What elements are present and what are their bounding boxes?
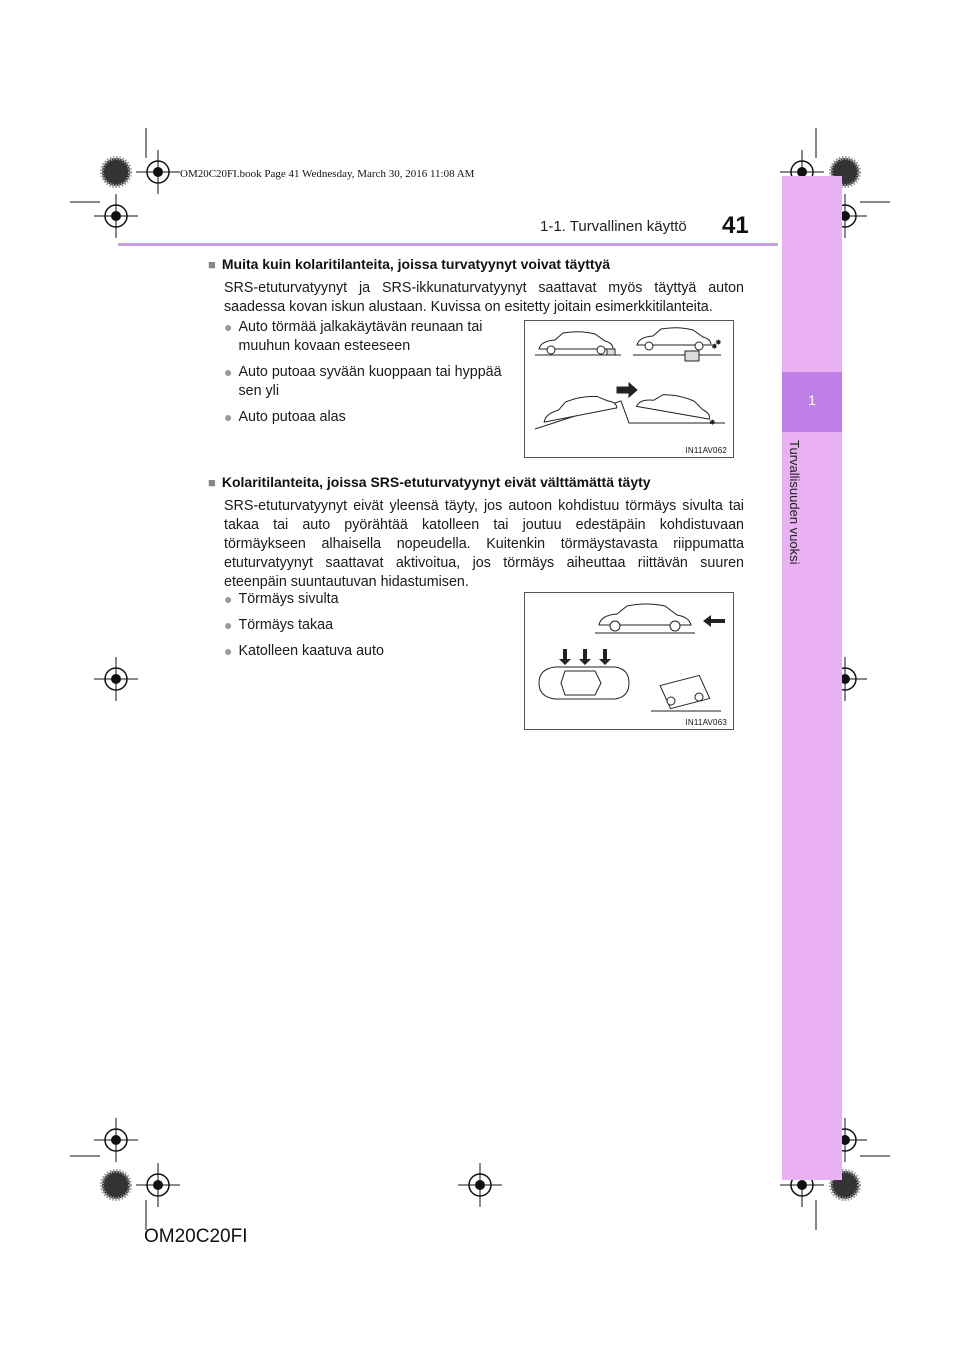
section1-heading xyxy=(208,256,748,273)
section-title: 1-1. Turvallinen käyttö xyxy=(540,218,687,235)
chapter-number: 1 xyxy=(808,392,816,408)
file-banner: OM20C20FI.book Page 41 Wednesday, March 30, 2016 11:08 AM xyxy=(180,168,475,180)
square-bullet-icon: ■ xyxy=(208,475,216,490)
circle-bullet-icon: ● xyxy=(224,364,233,380)
svg-text:✸: ✸ xyxy=(709,418,716,427)
list-item: ● Auto putoaa alas xyxy=(224,409,346,425)
circle-bullet-icon: ● xyxy=(224,643,233,659)
section1-heading-text: Muita kuin kolaritilanteita, joissa turvatyynyt voivat täyttyä xyxy=(221,256,611,272)
section2-bullet-list xyxy=(224,590,494,668)
car-impact-illustration xyxy=(525,321,733,457)
list-item: ● Auto putoaa syvään kuoppaan tai hyppää sen yli xyxy=(224,364,502,399)
page-number: 41 xyxy=(722,212,749,239)
list-item: ● Törmäys takaa xyxy=(224,617,334,633)
header-rule xyxy=(118,243,778,246)
section2-heading-text: Kolaritilanteita, joissa SRS-etuturvatyynyt eivät välttämättä täyty xyxy=(221,474,651,490)
document-code: OM20C20FI xyxy=(144,1226,248,1247)
section2-heading xyxy=(208,474,748,491)
chapter-label: Turvallisuuden vuoksi xyxy=(787,440,802,565)
svg-text:✸: ✸ xyxy=(715,338,722,347)
svg-text:✸: ✸ xyxy=(711,342,718,351)
section1-bullet-list xyxy=(224,318,516,434)
circle-bullet-icon: ● xyxy=(224,617,233,633)
circle-bullet-icon: ● xyxy=(224,409,233,425)
figure-code: IN11AV063 xyxy=(685,718,727,727)
list-item: ● Törmäys sivulta xyxy=(224,591,339,607)
circle-bullet-icon: ● xyxy=(224,591,233,607)
list-item: ● Katolleen kaatuva auto xyxy=(224,643,384,659)
figure-impact-examples xyxy=(524,320,734,458)
list-item: ● Auto törmää jalkakäytävän reunaan tai muuhun kovaan esteeseen xyxy=(224,319,483,354)
section2-paragraph: SRS-etuturvatyynyt eivät yleensä täyty, jos autoon kohdistuu törmäys sivulta tai takaa tai auto pyörähtää katolleen tai joutuu edestäpäin kohdistuvaan törmäykseen alhaisella nopeudella. Kuitenkin törmäystavasta riippumatta etuturvatyynyt saattavat aktivoitua, jos törmäys aiheuttaa riittävän suuren eteenpäin suuntautuvan hidastumisen. xyxy=(224,498,744,590)
square-bullet-icon: ■ xyxy=(208,257,216,272)
section1-paragraph: SRS-etuturvatyynyt ja SRS-ikkunaturvatyynyt saattavat myös täyttyä auton saadessa kovan iskun alustaan. Kuvissa on esitetty joitain esimerkkitilanteita. xyxy=(224,280,744,315)
car-collision-illustration xyxy=(525,593,733,729)
figure-code: IN11AV062 xyxy=(685,446,727,455)
circle-bullet-icon: ● xyxy=(224,319,233,335)
figure-no-inflation-examples xyxy=(524,592,734,730)
